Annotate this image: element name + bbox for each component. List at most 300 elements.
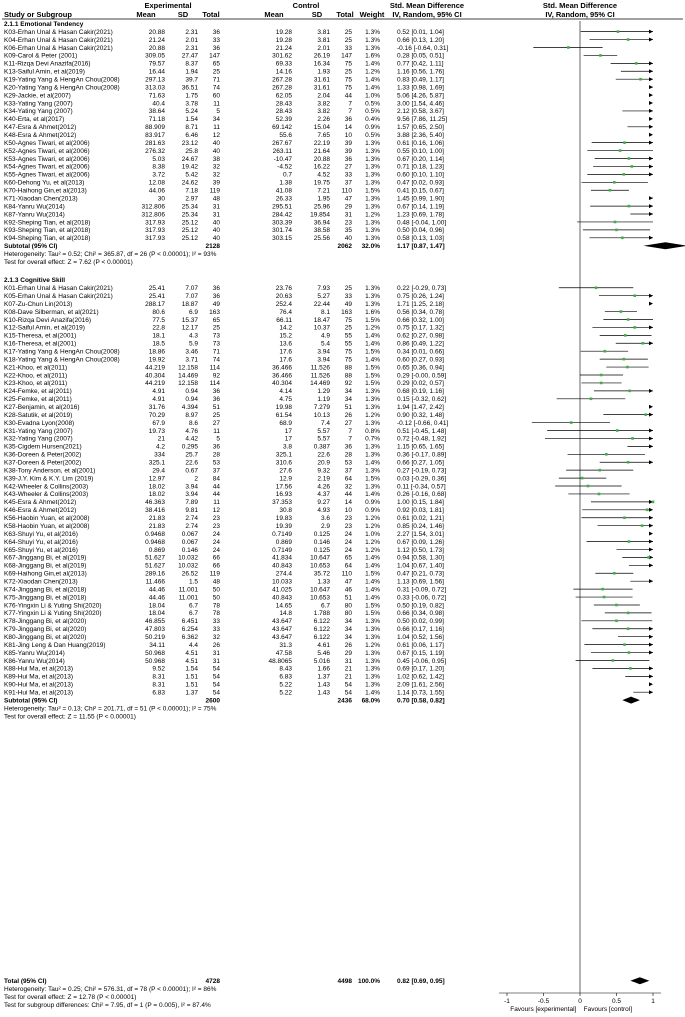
ctl-mean-cell: 55.6 [279,132,292,140]
exp-total-cell: 5 [216,435,220,443]
ctl-total-cell: 31 [344,211,352,219]
point-estimate [595,286,598,289]
point-estimate [615,604,618,607]
ci-arrow-right [649,532,653,536]
ctl-mean-cell: 19.83 [275,515,292,523]
ctl-total-cell: 35 [344,227,352,235]
ci-cell: 0.86 [0.49, 1.22] [397,340,444,348]
ctl-mean-cell: 19.28 [275,36,292,44]
ctl-sd-cell: 6.122 [313,633,330,641]
exp-sd-cell: 39.7 [185,76,198,84]
study-name: K43-Wheeler & Collins(2003) [4,491,89,499]
exp-mean-cell: 289.16 [145,570,165,578]
weight-cell: 1.3% [365,44,380,52]
exp-sd-cell: 5.42 [185,171,198,179]
exp-mean-cell: 21.83 [148,522,165,530]
ctl-total-cell: 29 [344,203,352,211]
ctl-sd-cell: 5.57 [317,427,330,435]
ci-cell: 0.75 [0.17, 1.32] [397,324,444,332]
study-name: K69-Haihong Gin,et al(2013) [4,570,87,578]
exp-total-cell: 40 [212,227,220,235]
ctl-total-cell: 51 [344,404,352,412]
weight-cell: 1.3% [365,227,380,235]
ci-cell: 5.06 [4.26, 5.87] [397,92,444,100]
point-estimate [619,149,622,152]
ci-arrow-right [649,516,653,520]
exp-total-cell: 11 [213,100,220,108]
total-exp-total: 4728 [205,978,220,985]
ctl-sd-cell: 19.854 [310,211,330,219]
ci-cell: 0.75 [0.26, 1.24] [397,292,444,300]
ci-cell: 0.61 [0.06, 1.17] [397,641,444,649]
total-ci: 0.82 [0.69, 0.95] [397,978,445,985]
exp-sd-cell: 10.032 [178,554,198,562]
weight-cell: 1.4% [365,689,380,697]
ci-arrow-right [649,69,653,73]
ctl-mean-cell: 40.304 [272,380,292,388]
exp-mean-cell: 38.416 [145,507,165,515]
study-name: K71-Xiaodan Chen(2013) [4,195,78,203]
axis-label-right: Favours [control] [583,1006,633,1013]
ci-cell: 3.00 [1.54, 4.46] [397,100,444,108]
ci-arrow-right [649,93,653,97]
study-name: K16-Theresa, et al(2001) [4,340,77,348]
ctl-sd-cell: 14.469 [310,380,330,388]
point-estimate [627,318,630,321]
ci-arrow-right [649,109,653,113]
exp-sd-cell: 25.12 [181,235,198,243]
point-estimate [628,651,631,654]
weight-cell: 0.4% [365,116,380,124]
exp-total-cell: 11 [213,427,220,435]
exp-mean-cell: 18.02 [148,483,165,491]
point-estimate [647,556,650,559]
ci-cell: 0.48 [-0.04, 1.00] [397,219,447,227]
ci-arrow-right [649,674,653,678]
header-study: Study or Subgroup [4,10,72,19]
ctl-sd-cell: 1.43 [317,689,330,697]
exp-sd-cell: 0.67 [185,467,198,475]
point-estimate [604,350,607,353]
ctl-mean-cell: 47.58 [275,649,292,657]
point-estimate [620,310,623,313]
ctl-sd-cell: 38.58 [313,227,330,235]
header-mean-exp: Mean [136,10,156,19]
ci-cell: 0.52 [0.01, 1.04] [397,28,444,36]
study-name: K88-Hui Ma, et al(2013) [4,665,74,673]
point-estimate [628,205,631,208]
ci-cell: 0.36 [-0.17, 0.89] [397,451,447,459]
ctl-total-cell: 88 [344,364,352,372]
ctl-mean-cell: 267.67 [272,139,292,147]
study-name: K79-Jinggang Bi, et al(2020) [4,626,87,634]
exp-sd-cell: 8.37 [185,60,198,68]
exp-total-cell: 36 [212,292,220,300]
exp-mean-cell: 40.4 [152,100,165,108]
ctl-mean-cell: 69.33 [275,60,292,68]
weight-cell: 0.7% [365,435,380,443]
ctl-mean-cell: 30.8 [279,507,292,515]
ctl-total-cell: 7 [348,427,352,435]
weight-cell: 1.3% [365,443,380,451]
weight-cell: 1.3% [365,673,380,681]
exp-sd-cell: 4.51 [185,657,198,665]
exp-sd-cell: 1.5 [188,578,198,586]
heterogeneity-text: Heterogeneity: Tau² = 0.52; Chi² = 365.87, df = 26 (P < 0.00001); I² = 93% [4,250,217,258]
weight-cell: 1.3% [365,633,380,641]
header-experimental: Experimental [144,1,192,10]
ci-cell: 0.34 [0.01, 0.66] [397,348,444,356]
weight-cell: 1.3% [365,483,380,491]
ctl-total-cell: 163 [341,308,352,316]
ctl-total-cell: 33 [344,44,352,52]
ctl-total-cell: 26 [344,411,352,419]
exp-mean-cell: 19.73 [148,427,165,435]
point-estimate [599,54,602,57]
ci-arrow-right [649,690,653,694]
exp-mean-cell: 21.83 [148,515,165,523]
ctl-mean-cell: 41.834 [272,554,292,562]
exp-total-cell: 25 [212,411,220,419]
study-name: K42-Wheeler & Collins(2003) [4,483,89,491]
ctl-sd-cell: 3.82 [317,108,330,116]
exp-mean-cell: 44.219 [145,364,165,372]
ci-arrow-right [649,635,653,639]
ci-cell: 0.77 [0.42, 1.11] [397,60,444,68]
ci-cell: 1.04 [0.52, 1.56] [397,633,444,641]
ctl-total-cell: 25 [344,324,352,332]
ctl-sd-cell: 22.6 [317,451,330,459]
weight-cell: 1.3% [365,419,380,427]
point-estimate [627,461,630,464]
exp-sd-cell: 0.94 [185,388,198,396]
ctl-sd-cell: 25.56 [313,235,330,243]
weight-cell: 1.3% [365,179,380,187]
exp-sd-cell: 2.74 [185,522,198,530]
study-name: K08-Dave Silberman, et al(2021) [4,308,99,316]
ci-cell: 0.66 [0.27, 1.05] [397,459,444,467]
exp-total-cell: 23 [212,515,220,523]
ctl-mean-cell: 62.05 [275,92,292,100]
weight-cell: 1.3% [365,139,380,147]
point-estimate [626,366,629,369]
point-estimate [627,612,630,615]
exp-total-cell: 39 [212,179,220,187]
ctl-sd-cell: 26.19 [313,52,330,60]
exp-total-cell: 54 [212,665,220,673]
forest-body [4,21,685,1009]
exp-sd-cell: 23.12 [181,139,198,147]
exp-sd-cell: 6.46 [185,132,198,140]
exp-mean-cell: 34.11 [149,641,165,649]
ci-cell: 0.27 [-0.19, 0.73] [397,467,447,475]
exp-sd-cell: 5.9 [188,340,198,348]
study-name: K92-Sheping Tian, et al(2018) [4,219,91,227]
weight-cell: 1.0% [365,92,380,100]
exp-sd-cell: 3.78 [185,100,198,108]
study-name: K24-Femke, et al(2011) [4,388,72,396]
study-name: K34-Yating Yang (2007) [4,108,73,116]
ctl-mean-cell: 0.869 [275,538,292,546]
exp-total-cell: 71 [212,348,220,356]
exp-total-cell: 5 [216,108,220,116]
exp-mean-cell: 22.8 [152,324,165,332]
ctl-total-cell: 75 [344,60,352,68]
exp-mean-cell: 51.627 [145,554,165,562]
ctl-sd-cell: 5.4 [320,340,330,348]
subtotal-ctl-total: 2436 [337,697,352,705]
ctl-mean-cell: 301.74 [272,227,292,235]
ci-cell: 0.72 [-0.48, 1.92] [397,435,447,443]
exp-sd-cell: 25.12 [181,227,198,235]
exp-sd-cell: 24.67 [181,155,198,163]
study-name: K20-Yating Yang & HengAn Chou(2008) [4,84,120,92]
exp-sd-cell: 1.75 [185,92,198,100]
ctl-total-cell: 47 [344,578,352,586]
study-name: K58-Haobin Yuan, et al(2008) [4,522,90,530]
ctl-total-cell: 23 [344,219,352,227]
ctl-sd-cell: 4.52 [317,171,330,179]
ctl-total-cell: 47 [344,195,352,203]
ctl-total-cell: 7 [348,108,352,116]
exp-sd-cell: 7.18 [185,187,198,195]
ci-cell: 0.67 [0.20, 1.14] [397,155,444,163]
exp-sd-cell: 19.42 [181,163,198,171]
study-name: K05-Erhan Unal & Hasan Cakir(2021) [4,292,113,300]
exp-sd-cell: 4.51 [185,649,198,657]
ci-arrow-right [649,236,653,240]
study-name: K23-Khoo, et al(2011) [4,380,68,388]
heterogeneity-text: Heterogeneity: Tau² = 0.13; Chi² = 201.71, df = 51 (P < 0.00001); I² = 75% [4,705,217,713]
ctl-mean-cell: 14.65 [275,602,292,610]
ctl-mean-cell: 17.6 [279,348,292,356]
weight-cell: 1.4% [365,60,380,68]
exp-mean-cell: 5.03 [152,155,165,163]
ctl-total-cell: 24 [344,538,352,546]
point-estimate [600,374,603,377]
ci-cell: 0.50 [0.19, 0.82] [397,602,444,610]
ctl-sd-cell: 10.653 [310,562,330,570]
ci-arrow-right [649,204,653,208]
weight-cell: 1.5% [365,610,380,618]
weight-cell: 1.5% [365,187,380,195]
ctl-mean-cell: 17.56 [275,483,292,491]
ctl-mean-cell: 284.42 [272,211,292,219]
ci-cell: 1.04 [0.67, 1.40] [397,562,444,570]
subtotal-diamond [644,242,685,249]
ctl-total-cell: 53 [344,459,352,467]
exp-mean-cell: 8.31 [152,681,165,689]
point-estimate [641,524,644,527]
ctl-sd-cell: 11.526 [310,364,330,372]
total-weight: 100.0% [357,978,380,985]
study-name: K85-Yanru Wu(2014) [4,649,65,657]
exp-total-cell: 40 [212,235,220,243]
ctl-total-cell: 29 [344,649,352,657]
weight-cell: 1.2% [365,546,380,554]
ctl-mean-cell: 19.39 [275,522,292,530]
ctl-total-cell: 75 [344,76,352,84]
point-estimate [587,485,590,488]
study-name: K84-Yanru Wu(2014) [4,203,65,211]
study-name: K04-Erhan Unal & Hasan Cakir(2021) [4,36,113,44]
weight-cell: 1.2% [365,522,380,530]
ctl-mean-cell: 66.11 [276,316,292,324]
weight-cell: 1.3% [365,388,380,396]
ci-cell: 0.67 [0.09, 1.26] [397,538,444,546]
exp-total-cell: 53 [212,459,220,467]
ci-cell: 0.66 [0.17, 1.16] [397,626,444,634]
exp-total-cell: 26 [212,641,220,649]
weight-cell: 1.5% [365,348,380,356]
ci-cell: 0.22 [-0.29, 0.73] [397,285,447,293]
exp-total-cell: 11 [213,499,220,507]
exp-mean-cell: 18.5 [152,340,165,348]
ctl-total-cell: 25 [344,285,352,293]
subtotal-diamond [622,697,640,704]
exp-mean-cell: 281.63 [145,139,165,147]
ci-arrow-right [649,38,653,42]
weight-cell: 1.3% [365,467,380,475]
study-name: K11-Rizqa Devi Anazifa(2016) [4,60,91,68]
ci-cell: 1.14 [0.73, 1.55] [397,689,444,697]
subtotal-ci: 1.17 [0.87, 1.47] [397,243,445,251]
ctl-sd-cell: 3.82 [317,100,330,108]
ctl-sd-cell: 9.32 [317,467,330,475]
ci-arrow-right [649,413,653,417]
subtotal-weight: 68.0% [361,697,380,705]
point-estimate [621,237,624,240]
weight-cell: 1.3% [365,155,380,163]
ctl-mean-cell: 36.466 [272,364,292,372]
ctl-mean-cell: 10.033 [272,578,292,586]
ctl-total-cell: 40 [344,235,352,243]
header-total-ctl: Total [336,10,354,19]
ctl-mean-cell: -10.47 [273,155,292,163]
exp-mean-cell: 325.1 [148,459,165,467]
ci-cell: 2.27 [1.54, 3.01] [397,530,444,538]
exp-total-cell: 66 [212,554,220,562]
exp-total-cell: 24 [212,530,220,538]
exp-mean-cell: 0.9468 [145,538,165,546]
ci-cell: 0.45 [-0.06, 0.95] [397,657,447,665]
exp-mean-cell: 12.97 [148,475,165,483]
ctl-sd-cell: 1.29 [317,388,330,396]
header-weight: Weight [359,10,385,19]
exp-total-cell: 119 [209,187,220,195]
exp-sd-cell: 26.52 [181,570,198,578]
exp-sd-cell: 2.01 [185,36,198,44]
point-estimate [615,620,618,623]
weight-cell: 1.3% [365,285,380,293]
exp-mean-cell: 297.13 [145,76,165,84]
exp-sd-cell: 6.451 [181,618,198,626]
ctl-mean-cell: 267.28 [272,76,292,84]
exp-sd-cell: 25.7 [185,451,198,459]
study-name: K31-Yating Yang (2007) [4,427,73,435]
ctl-mean-cell: 6.83 [279,673,292,681]
ci-cell: 1.23 [0.69, 1.78] [397,211,444,219]
ctl-sd-cell: 20.9 [317,459,330,467]
ctl-sd-cell: 1.37 [317,673,330,681]
ctl-mean-cell: 5.22 [279,689,292,697]
study-name: K17-Yating Yang & HengAn Chou(2008) [4,348,120,356]
ctl-mean-cell: 14.8 [279,610,292,618]
ctl-sd-cell: 1.93 [317,68,330,76]
exp-total-cell: 48 [212,195,220,203]
exp-total-cell: 36 [212,396,220,404]
header-smd: Std. Mean Difference [389,1,465,10]
exp-sd-cell: 10.032 [178,562,198,570]
study-name: K15-Theresa, et al(2001) [4,332,77,340]
exp-mean-cell: 312.806 [141,203,165,211]
ci-arrow-right [649,389,653,393]
ci-cell: 0.29 [-0.00, 0.59] [397,372,447,380]
overall-effect-text: Test for overall effect: Z = 11.55 (P < 0.00001) [4,713,136,721]
study-name: K09-Carol & Peter (2001) [4,52,78,60]
weight-cell: 1.3% [365,171,380,179]
study-name: K90-Hui Ma, et al(2013) [4,681,74,689]
exp-mean-cell: 18.86 [148,348,165,356]
exp-total-cell: 27 [212,419,220,427]
exp-mean-cell: 18.04 [148,610,165,618]
footer-text: Heterogeneity: Tau² = 0.25; Chi² = 576.31, df = 78 (P < 0.00001); I² = 86% [4,986,217,993]
exp-mean-cell: 71.63 [148,92,165,100]
exp-mean-cell: 50.968 [145,649,165,657]
ctl-total-cell: 23 [344,515,352,523]
study-name: K22-Khoo, et al(2011) [4,372,68,380]
exp-mean-cell: 288.17 [145,300,165,308]
ctl-total-cell: 7 [348,100,352,108]
ctl-sd-cell: 3.6 [320,515,330,523]
ctl-total-cell: 75 [344,356,352,364]
subtotal-ctl-total: 2062 [337,243,352,251]
exp-mean-cell: 0.869 [148,546,165,554]
point-estimate [631,165,634,168]
study-name: K89-Hui Ma, et al(2013) [4,673,74,681]
exp-mean-cell: 38.64 [148,108,165,116]
study-name: K35-Cigdem Hursen(2021) [4,443,82,451]
study-name: K77-Yingxin Li & Yuting Shi(2020) [4,610,102,618]
exp-sd-cell: 6.7 [188,610,198,618]
ci-cell: -0.16 [-0.64, 0.31] [397,44,449,52]
ctl-sd-cell: 7.93 [317,285,330,293]
ctl-sd-cell: 19.75 [313,179,330,187]
ctl-total-cell: 51 [344,594,352,602]
exp-sd-cell: 0.146 [181,546,198,554]
header-sd-exp: SD [177,10,189,19]
ctl-mean-cell: 0.7149 [272,530,292,538]
subgroup-title: 2.1.3 Cognitive Skill [4,277,66,285]
ctl-total-cell: 34 [344,618,352,626]
exp-total-cell: 65 [212,60,220,68]
ctl-sd-cell: 18.47 [313,316,330,324]
study-name: K52-Agnes Tiwari, et al(2006) [4,147,90,155]
study-name: K75-Jinggang Bi, et al(2018) [4,594,87,602]
ctl-mean-cell: 41.025 [272,586,292,594]
subtotal-label: Subtotal (95% CI) [4,697,58,705]
ctl-total-cell: 39 [344,147,352,155]
exp-total-cell: 66 [212,562,220,570]
ctl-sd-cell: 1.66 [317,665,330,673]
study-name: K68-Jinggang Bi, et al(2019) [4,562,87,570]
exp-mean-cell: 44.46 [148,594,165,602]
ctl-total-cell: 32 [344,483,352,491]
ctl-total-cell: 27 [344,163,352,171]
ctl-total-cell: 54 [344,681,352,689]
study-name: K54-Agnes Tiwari, et al(2006) [4,163,90,171]
ctl-mean-cell: 263.11 [272,147,292,155]
